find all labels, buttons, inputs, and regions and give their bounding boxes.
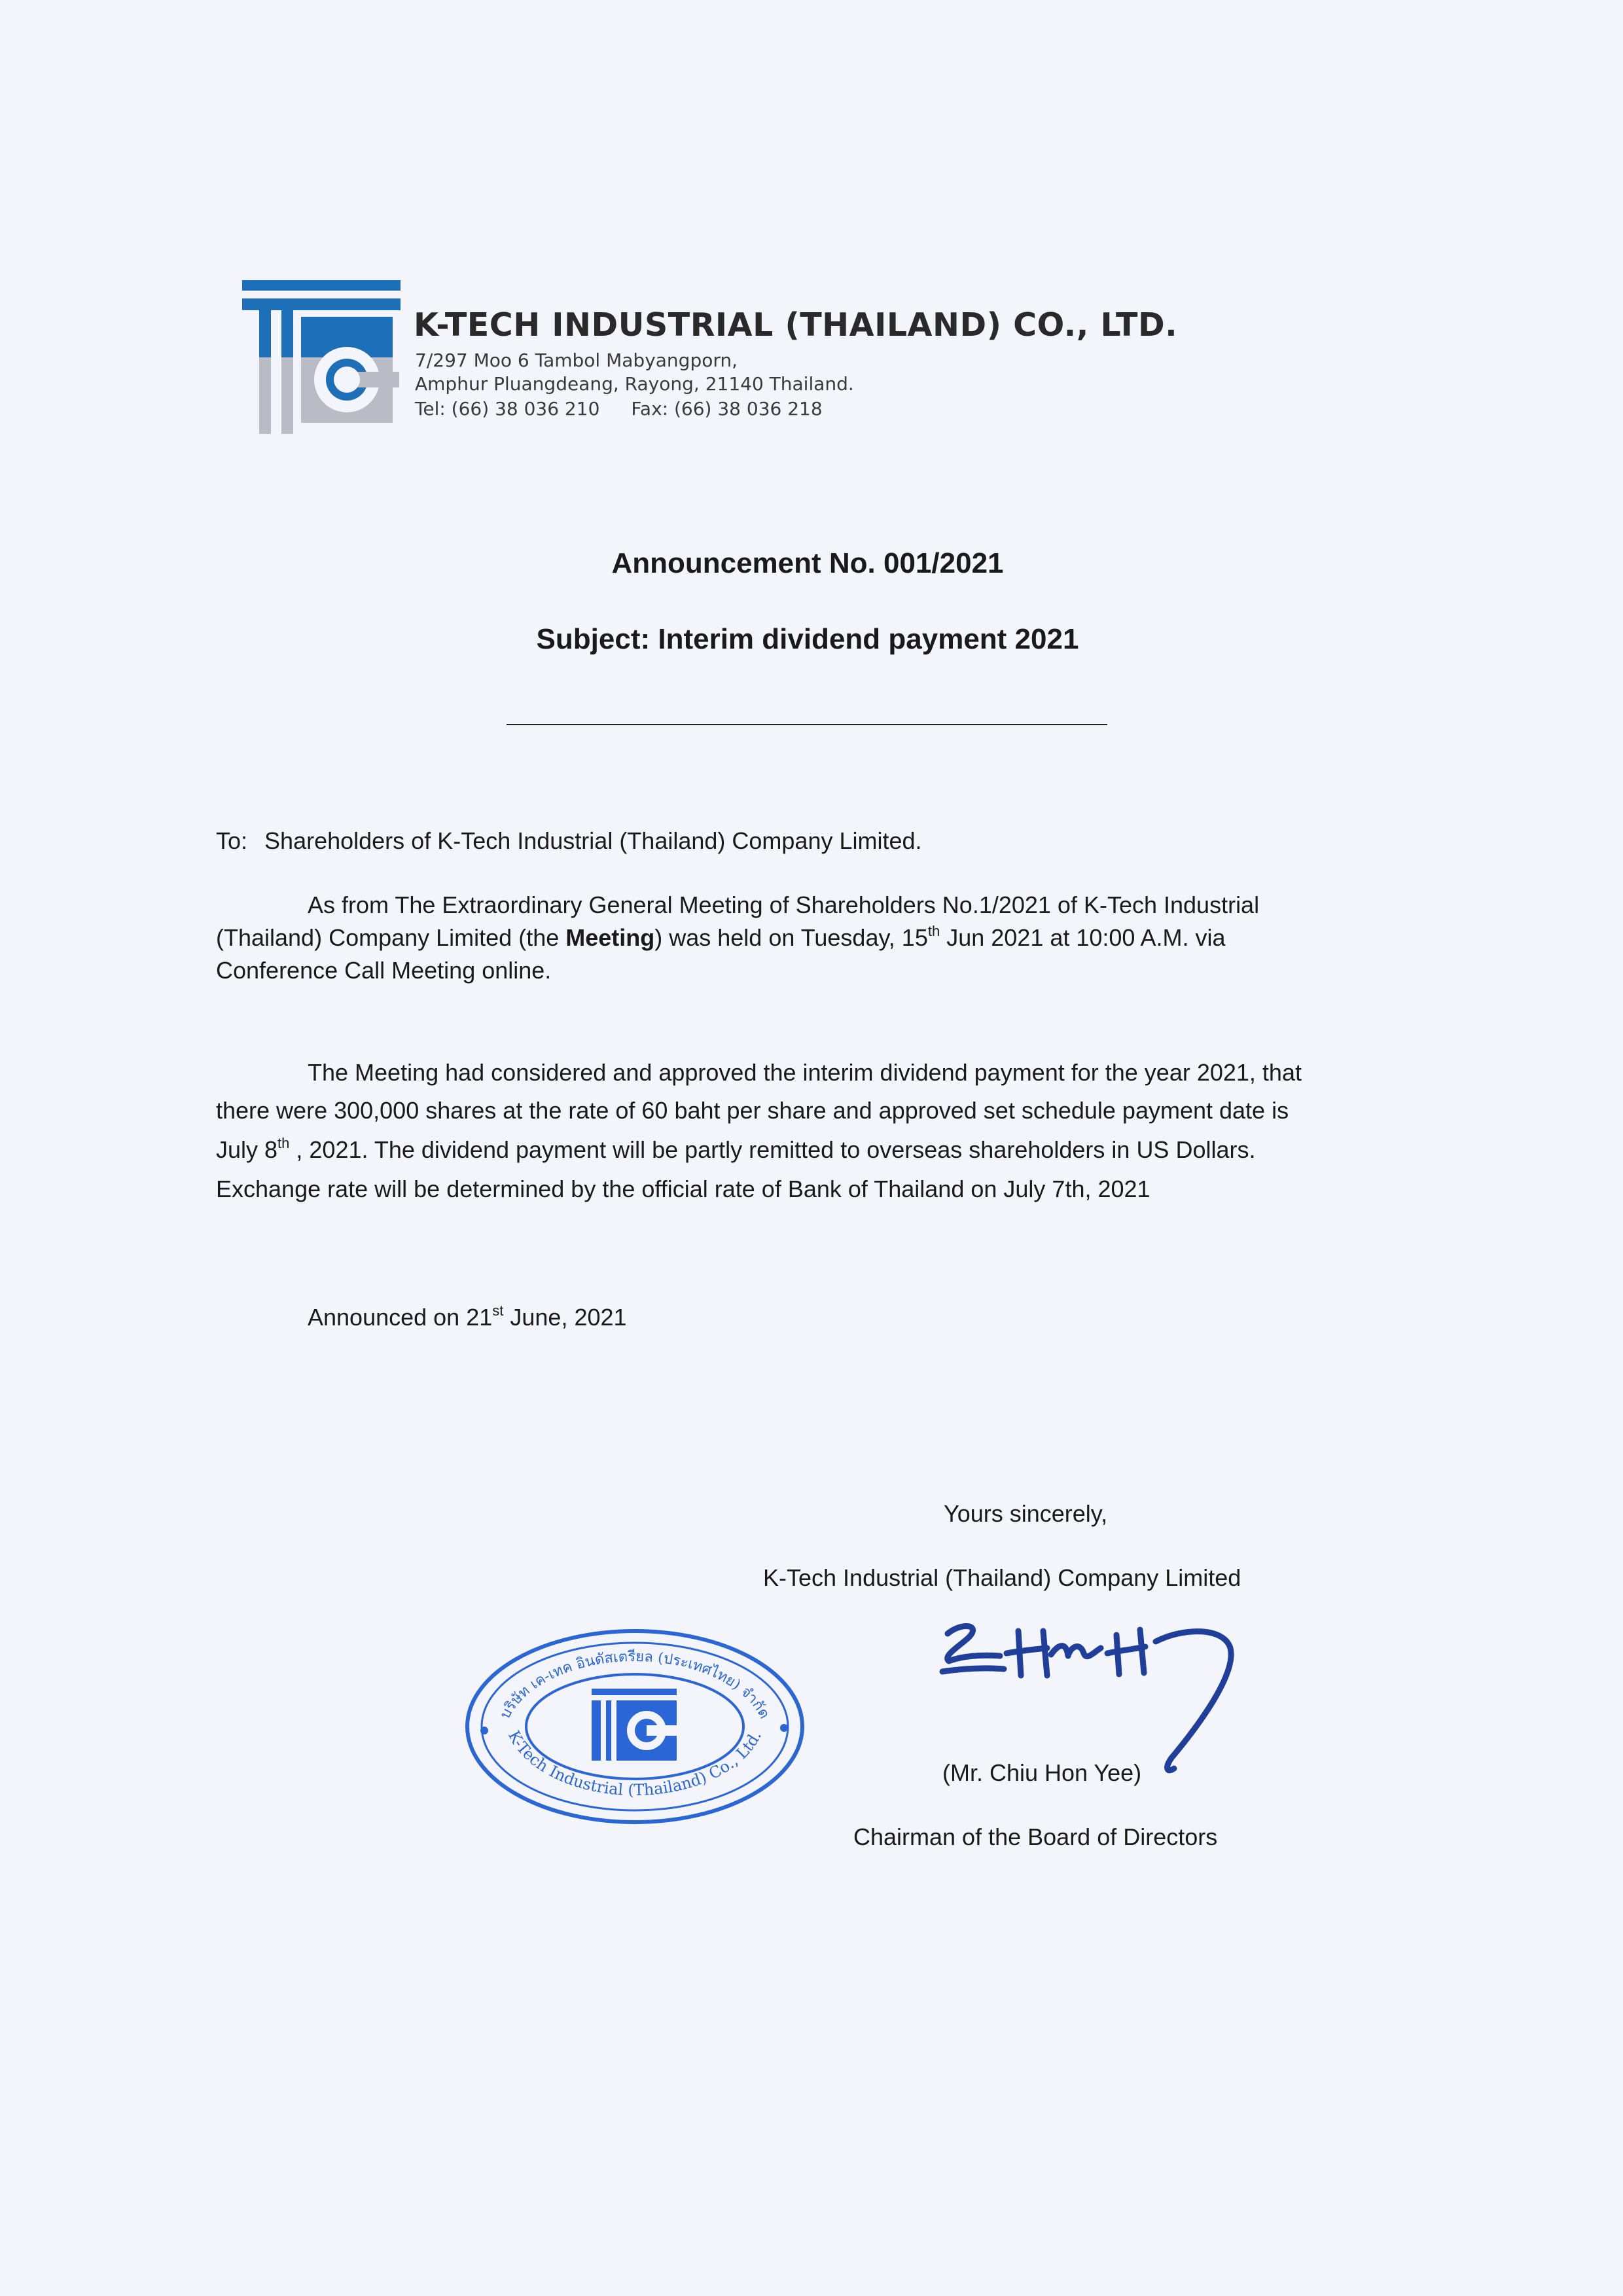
text-run: Jun 2021 at 10:00 A.M. via — [940, 924, 1226, 951]
announcement-date — [308, 1304, 627, 1331]
paragraph-2-line-2: there were 300,000 shares at the rate of 60 baht per share and approved set schedule payment date is — [216, 1097, 1289, 1124]
closing-salutation: Yours sincerely, — [944, 1500, 1108, 1527]
to-label: To: — [216, 827, 248, 854]
announcement-subject: Subject: Interim dividend payment 2021 — [536, 623, 1079, 655]
seal-text-top-path: บริษัท เค-เทค อินดัสเตรียล (ประเทศไทย) จำกัด — [497, 1648, 773, 1722]
addressee: Shareholders of K-Tech Industrial (Thailand) Company Limited. — [264, 827, 922, 854]
ordinal-suffix: th — [927, 923, 940, 939]
signer-name: (Mr. Chiu Hon Yee) — [942, 1759, 1142, 1786]
meeting-term: Meeting — [565, 924, 655, 951]
seal-text-bottom-path: K-Tech Industrial (Thailand) Co., Ltd. — [504, 1727, 765, 1800]
address-line-1: 7/297 Moo 6 Tambol Mabyangporn, — [415, 350, 738, 371]
text-run: Announced on 21 — [308, 1304, 493, 1331]
text-run: June, 2021 — [503, 1304, 627, 1331]
signer-title: Chairman of the Board of Directors — [853, 1823, 1218, 1850]
address-line-2: Amphur Pluangdeang, Rayong, 21140 Thailand. — [415, 373, 854, 395]
company-name: K-TECH INDUSTRIAL (THAILAND) CO., LTD. — [414, 306, 1178, 344]
ordinal-suffix: th — [277, 1135, 290, 1151]
contact-line — [415, 398, 823, 420]
fax: Fax: (66) 38 036 218 — [631, 398, 823, 420]
announcement-number: Announcement No. 001/2021 — [611, 547, 1004, 579]
paragraph-2-line-4: Exchange rate will be determined by the official rate of Bank of Thailand on July 7th, 2021 — [216, 1175, 1150, 1202]
paragraph-1-line-3: Conference Call Meeting online. — [216, 957, 552, 984]
paragraph-2-line-3 — [216, 1136, 1255, 1164]
text-run: July 8 — [216, 1136, 278, 1163]
company-seal-icon — [458, 1615, 812, 1825]
telephone: Tel: (66) 38 036 210 — [415, 398, 600, 420]
text-run: (Thailand) Company Limited (the — [216, 924, 566, 951]
paragraph-2-line-1: The Meeting had considered and approved the interim dividend payment for the year 2021, that — [308, 1059, 1302, 1086]
text-run: , 2021. The dividend payment will be partly remitted to overseas shareholders in US Dollars. — [289, 1136, 1256, 1163]
text-run: ) was held on Tuesday, 15 — [654, 924, 928, 951]
signer-company: K-Tech Industrial (Thailand) Company Limited — [763, 1564, 1241, 1591]
addressee-line — [216, 827, 922, 855]
paragraph-1-line-2 — [216, 924, 1226, 952]
heading-divider — [507, 724, 1107, 725]
k-tech-logo-icon — [242, 280, 401, 434]
ordinal-suffix: st — [492, 1302, 504, 1319]
paragraph-1-line-1: As from The Extraordinary General Meeting of Shareholders No.1/2021 of K-Tech Industrial — [308, 891, 1260, 918]
